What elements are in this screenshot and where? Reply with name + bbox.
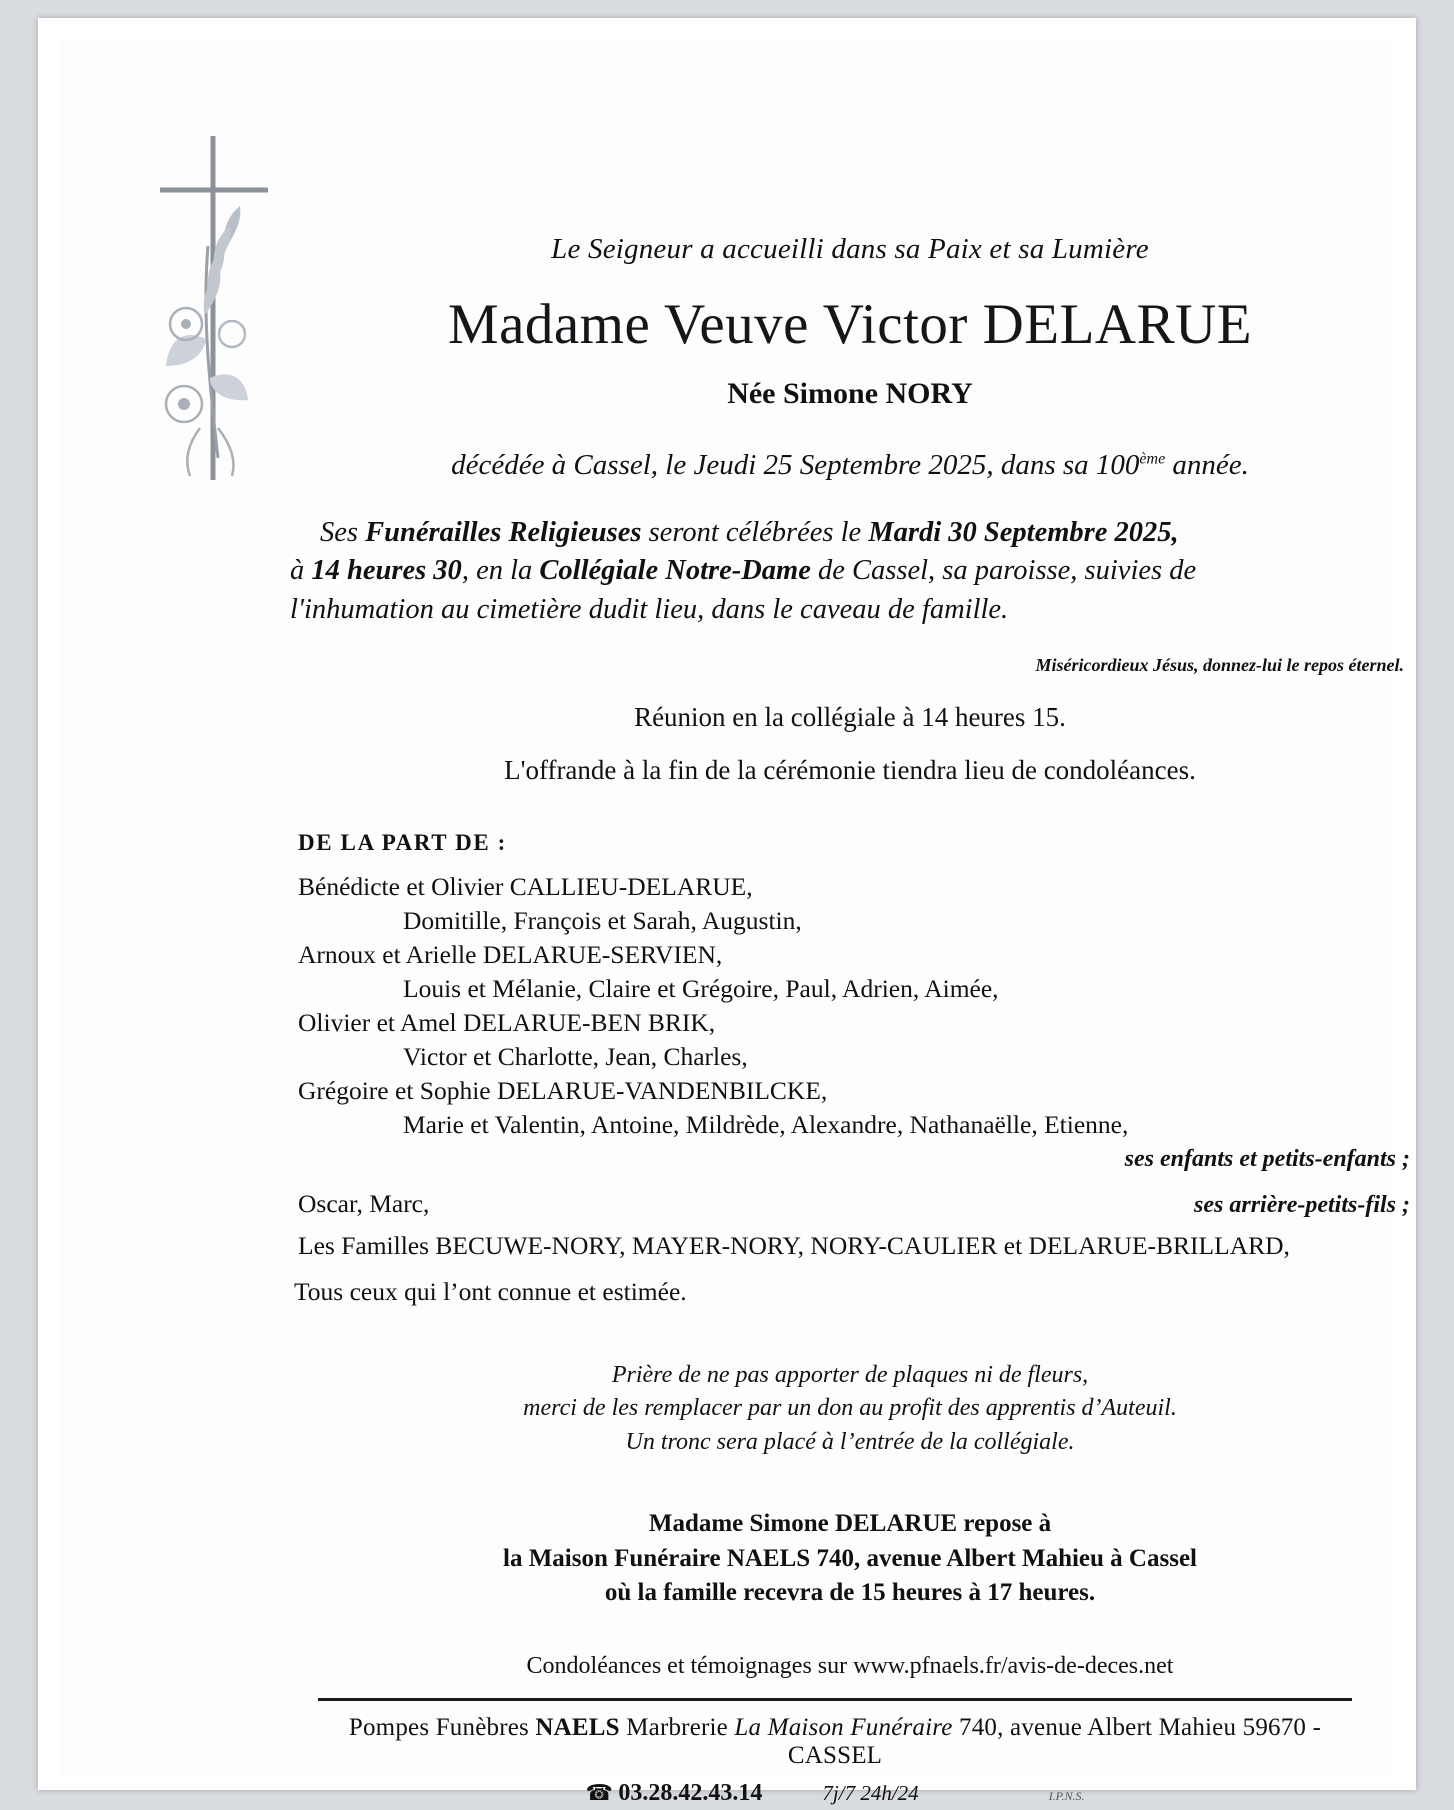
funeral-p2a: à [290, 555, 312, 587]
memorial-card [38, 18, 1416, 1806]
relation-great-grandsons: ses arrière-petits-fils ; [1194, 1191, 1410, 1218]
offering-line: L'offrande à la fin de la cérémonie tiendra lieu de condoléances. [504, 755, 1196, 786]
family-line: Marie et Valentin, Antoine, Mildrède, Alexandre, Nathanaëlle, Etienne, [403, 1109, 1129, 1139]
obituary-content [290, 233, 1410, 1680]
footer-divider [318, 1698, 1352, 1701]
footer-phone-group [586, 1780, 763, 1807]
death-line-after: année. [1165, 449, 1249, 481]
prayer-line: Miséricordieux Jésus, donnez-lui le repos éternel. [1035, 655, 1404, 676]
funeral-p1b: Funérailles Religieuses [365, 517, 642, 548]
death-line-before: décédée à Cassel, le Jeudi 25 Septembre 2025, dans sa 100 [451, 449, 1140, 481]
condolences-line: Condoléances et témoignages sur www.pfnaels.fr/avis-de-deces.net [526, 1652, 1174, 1679]
great-grandsons-names: Oscar, Marc, [298, 1188, 430, 1218]
footer-company-line [318, 1714, 1352, 1770]
family-line: Louis et Mélanie, Claire et Grégoire, Paul, Adrien, Aimée, [403, 974, 999, 1004]
footer [318, 1714, 1352, 1807]
footer-phone-number: 03.28.42.43.14 [618, 1780, 763, 1806]
footer-company-prefix: Pompes Funèbres [348, 1714, 536, 1741]
flowers-line: merci de les remplacer par un don au profit des apprentis d’Auteuil. [523, 1395, 1177, 1422]
footer-hours: 7j/7 24h/24 [822, 1781, 919, 1805]
funeral-p2e: de Cassel, sa paroisse, suivies de [810, 555, 1197, 587]
funeral-p2d: Collégiale Notre-Dame [539, 555, 811, 587]
card-inner [60, 38, 1410, 1806]
phone-icon: ☎ [585, 1780, 613, 1805]
families-line: Les Familles BECUWE-NORY, MAYER-NORY, NORY-CAULIER et DELARUE-BRILLARD, [298, 1230, 1290, 1260]
intro-line: Le Seigneur a accueilli dans sa Paix et sa Lumière [551, 233, 1149, 265]
maiden-name: Née Simone NORY [727, 377, 973, 410]
family-list [298, 870, 1410, 1141]
repose-line: où la famille recevra de 15 heures à 17 heures. [604, 1579, 1096, 1607]
death-line-ordinal: ème [1139, 450, 1166, 468]
family-line: Domitille, François et Sarah, Augustin, [403, 906, 802, 936]
footer-company-name: NAELS [535, 1714, 620, 1741]
great-grandsons-row [298, 1189, 1410, 1219]
funeral-p1a: Ses [320, 517, 366, 548]
funeral-p3: l'inhumation au cimetière dudit lieu, dans le caveau de famille. [290, 593, 1009, 625]
family-line: Grégoire et Sophie DELARUE-VANDENBILCKE, [298, 1075, 828, 1105]
repose-info [290, 1507, 1410, 1611]
flowers-request [290, 1359, 1410, 1460]
footer-marbrerie: Marbrerie [619, 1714, 735, 1741]
from-header: DE LA PART DE : [298, 830, 507, 856]
flowers-line: Prière de ne pas apporter de plaques ni de fleurs, [611, 1361, 1089, 1388]
footer-contact-line [318, 1780, 1352, 1807]
funeral-p2c: , en la [461, 555, 540, 587]
funeral-p1d: Mardi 30 Septembre 2025, [868, 517, 1179, 548]
repose-line: la Maison Funéraire NAELS 740, avenue Albert Mahieu à Cassel [503, 1544, 1197, 1572]
death-line [290, 449, 1410, 482]
funeral-p2b: 14 heures 30 [311, 555, 462, 587]
relation-children: ses enfants et petits-enfants ; [1124, 1145, 1410, 1172]
footer-maison: La Maison Funéraire [734, 1714, 953, 1741]
deceased-name: Madame Veuve Victor DELARUE [447, 293, 1253, 356]
family-line: Victor et Charlotte, Jean, Charles, [403, 1041, 748, 1071]
funeral-p1c: seront célébrées le [641, 517, 869, 548]
repose-line: Madame Simone DELARUE repose à [648, 1510, 1052, 1538]
family-line: Bénédicte et Olivier CALLIEU-DELARUE, [298, 872, 753, 902]
footer-ipns: I.P.N.S. [1048, 1789, 1085, 1803]
all-who-knew-line: Tous ceux qui l’ont connue et estimée. [294, 1276, 687, 1306]
funeral-details [290, 514, 1410, 629]
family-line: Arnoux et Arielle DELARUE-SERVIEN, [298, 940, 723, 970]
reunion-line: Réunion en la collégiale à 14 heures 15. [634, 702, 1066, 733]
footer-address: 740, avenue Albert Mahieu 59670 - CASSEL [787, 1714, 1322, 1769]
family-line: Olivier et Amel DELARUE-BEN BRIK, [298, 1008, 716, 1038]
flowers-line: Un tronc sera placé à l’entrée de la collégiale. [625, 1428, 1075, 1455]
